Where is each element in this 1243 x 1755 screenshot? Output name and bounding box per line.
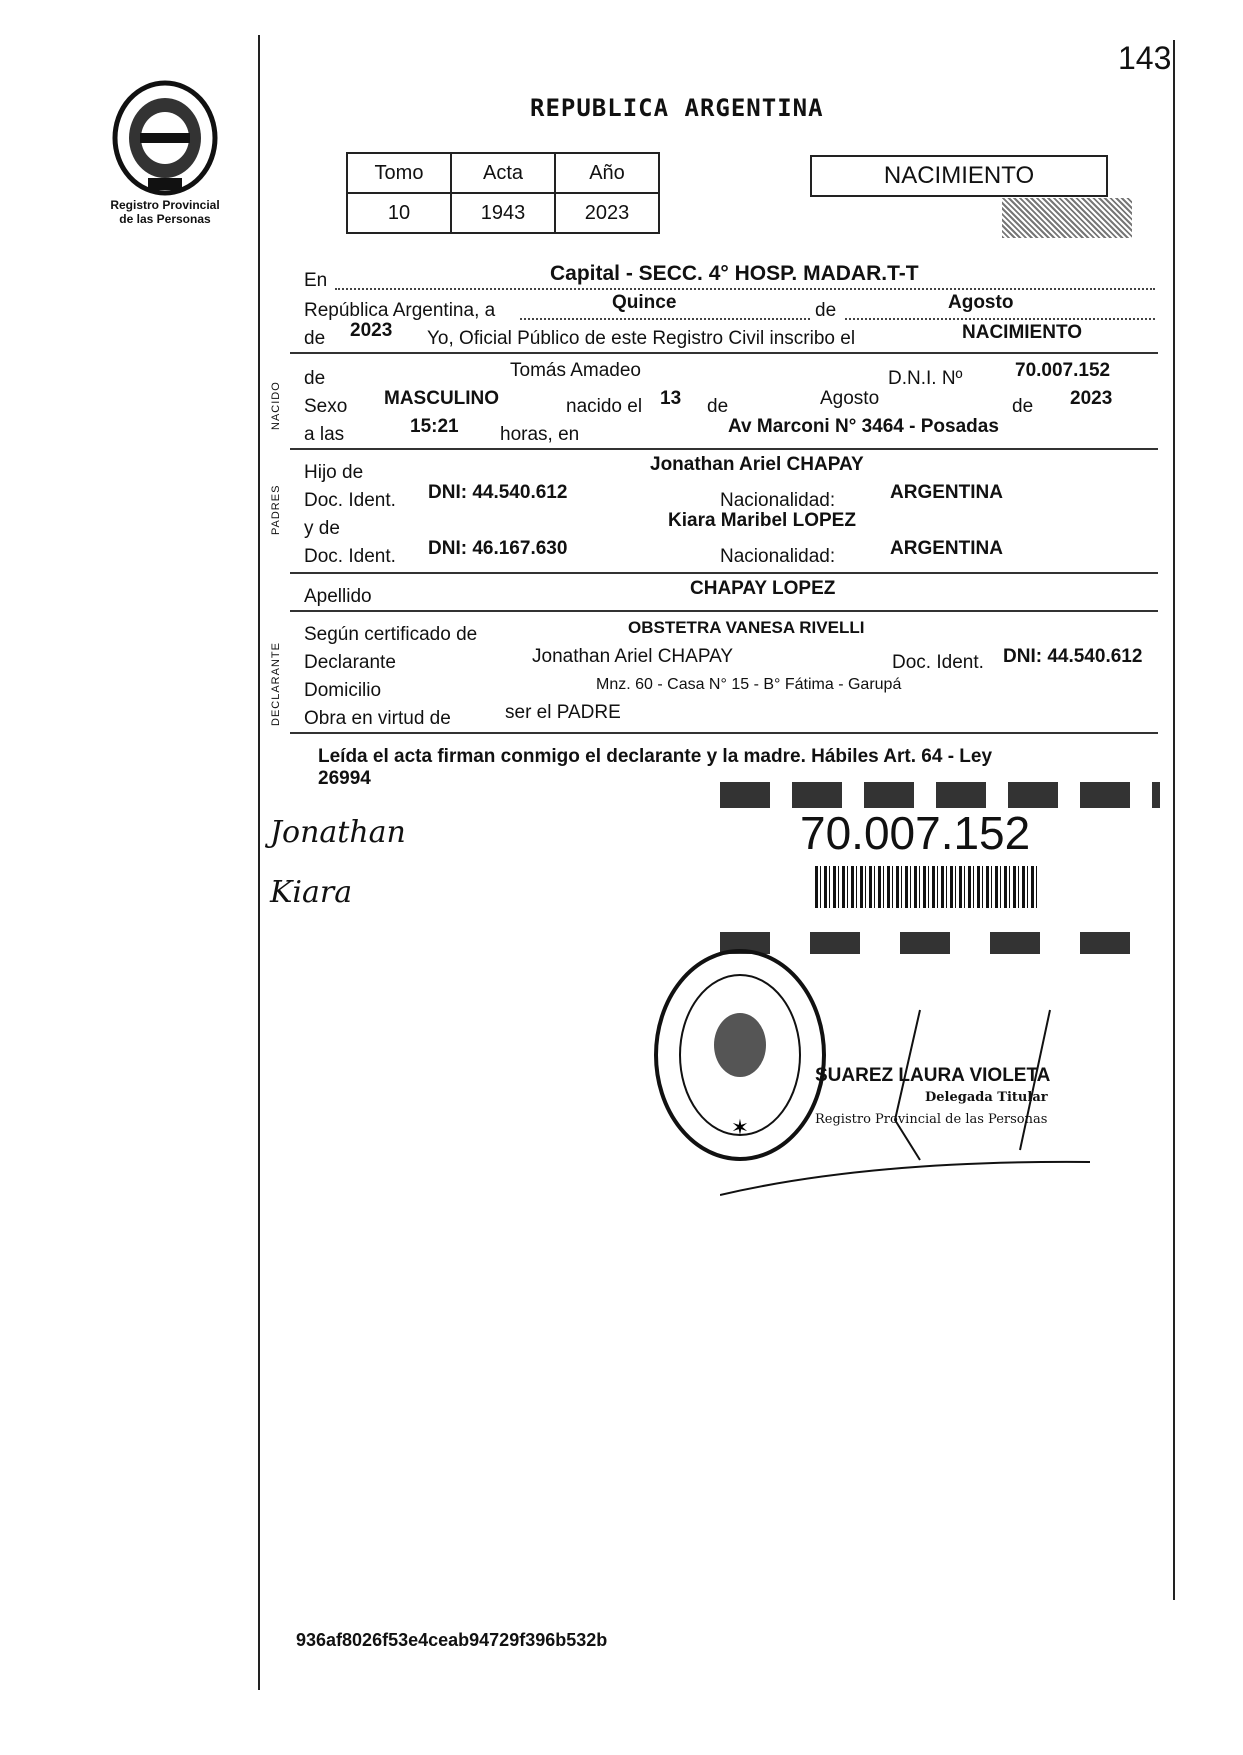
de-label: de	[304, 328, 326, 349]
nac-dia-value: 13	[660, 388, 682, 409]
dots	[845, 318, 1155, 320]
hline	[290, 610, 1158, 612]
dni-value: 70.007.152	[1015, 360, 1111, 381]
registry-name: Registro Provincial de las Personas	[110, 198, 220, 226]
horas-label: horas, en	[500, 424, 580, 445]
stamp-number: 70.007.152	[800, 807, 1031, 859]
declarante-value: Jonathan Ariel CHAPAY	[532, 646, 734, 667]
nac-anio-value: 2023	[1070, 388, 1113, 409]
acta-value: 1943	[451, 193, 555, 233]
hline	[290, 732, 1158, 734]
anio-value: 2023	[350, 320, 393, 341]
segun-label: Según certificado de	[304, 624, 478, 645]
signature-kiara: Kiara	[270, 875, 353, 910]
hora-value: 15:21	[410, 416, 459, 437]
de3-label: de	[1012, 396, 1034, 417]
lugar-nac-value: Av Marconi N° 3464 - Posadas	[728, 416, 999, 437]
mes-value: Agosto	[948, 292, 1014, 313]
nacionalidad2-label: Nacionalidad:	[720, 546, 836, 567]
declarante-label: Declarante	[304, 652, 396, 673]
official-title: Delegada Titular	[925, 1090, 1048, 1105]
closing-text: Leída el acta firman conmigo el declarante y la madre. Hábiles Art. 64 - Ley 26994	[318, 746, 993, 789]
official-signature-stroke	[720, 1000, 1100, 1200]
apellido-value: CHAPAY LOPEZ	[690, 578, 836, 599]
yo-label: Yo, Oficial Público de este Registro Civil inscribo el	[427, 328, 856, 349]
official-registry: Registro Provincial de las Personas	[815, 1112, 1048, 1127]
acta-header: Acta	[451, 153, 555, 193]
sexo-value: MASCULINO	[384, 388, 500, 409]
docident3-label: Doc. Ident.	[892, 652, 984, 673]
de-mes-label: de	[815, 300, 837, 321]
document-hash: 936af8026f53e4ceab94729f396b532b	[296, 1630, 608, 1650]
domicilio-value: Mnz. 60 - Casa N° 15 - B° Fátima - Garupá	[596, 676, 902, 693]
anio-value: 2023	[555, 193, 659, 233]
sexo-label: Sexo	[304, 396, 348, 417]
obra-value: ser el PADRE	[505, 702, 621, 723]
madre-value: Kiara Maribel LOPEZ	[668, 510, 856, 531]
official-name: SUAREZ LAURA VIOLETA	[815, 1065, 1051, 1086]
dots	[520, 318, 810, 320]
province-seal-icon	[110, 78, 220, 198]
hline	[290, 352, 1158, 354]
madre-nac-value: ARGENTINA	[890, 538, 1003, 559]
hijo-label: Hijo de	[304, 462, 364, 483]
de2-label: de	[707, 396, 729, 417]
side-declarante: DECLARANTE	[270, 642, 282, 726]
en-label: En	[304, 270, 328, 291]
madre-doc-value: DNI: 46.167.630	[428, 538, 568, 559]
padre-nac-value: ARGENTINA	[890, 482, 1003, 503]
nac-mes-value: Agosto	[820, 388, 880, 409]
alas-label: a las	[304, 424, 345, 445]
right-margin-line	[1173, 40, 1175, 1600]
security-pattern	[720, 782, 1160, 808]
padre-doc-value: DNI: 44.540.612	[428, 482, 568, 503]
obra-label: Obra en virtud de	[304, 708, 451, 729]
certificado-value: OBSTETRA VANESA RIVELLI	[628, 618, 865, 637]
record-table	[346, 152, 660, 234]
hline	[290, 572, 1158, 574]
lugar-value: Capital - SECC. 4° HOSP. MADAR.T-T	[550, 262, 919, 285]
tomo-value: 10	[347, 193, 451, 233]
page-number: 143	[1118, 40, 1172, 76]
dni-label: D.N.I. Nº	[888, 368, 963, 389]
nacionalidad-label: Nacionalidad:	[720, 490, 836, 511]
barcode	[815, 866, 1040, 908]
record-type-box: NACIMIENTO	[810, 155, 1108, 197]
dots	[335, 288, 1155, 290]
watermark-pattern	[1002, 198, 1132, 238]
docident2-label: Doc. Ident.	[304, 546, 396, 567]
side-nacido: NACIDO	[270, 381, 282, 430]
nacido-label: nacido el	[566, 396, 643, 417]
tomo-header: Tomo	[347, 153, 451, 193]
tipo-value: NACIMIENTO	[962, 322, 1082, 343]
padre-value: Jonathan Ariel CHAPAY	[650, 454, 864, 475]
dia-value: Quince	[612, 292, 677, 313]
country-heading: REPUBLICA ARGENTINA	[530, 94, 824, 122]
docident-label: Doc. Ident.	[304, 490, 396, 511]
hline	[290, 448, 1158, 450]
svg-text:✶: ✶	[730, 1116, 750, 1141]
declarante-doc-value: DNI: 44.540.612	[1003, 646, 1143, 667]
side-padres: PADRES	[270, 484, 282, 535]
left-margin-line	[258, 35, 260, 1690]
apellido-label: Apellido	[304, 586, 372, 607]
yde-label: y de	[304, 518, 340, 539]
nombre-value: Tomás Amadeo	[510, 360, 641, 381]
signature-jonathan: Jonathan	[270, 815, 406, 850]
de-nombre-label: de	[304, 368, 326, 389]
republica-label: República Argentina, a	[304, 300, 496, 321]
anio-header: Año	[555, 153, 659, 193]
domicilio-label: Domicilio	[304, 680, 382, 701]
